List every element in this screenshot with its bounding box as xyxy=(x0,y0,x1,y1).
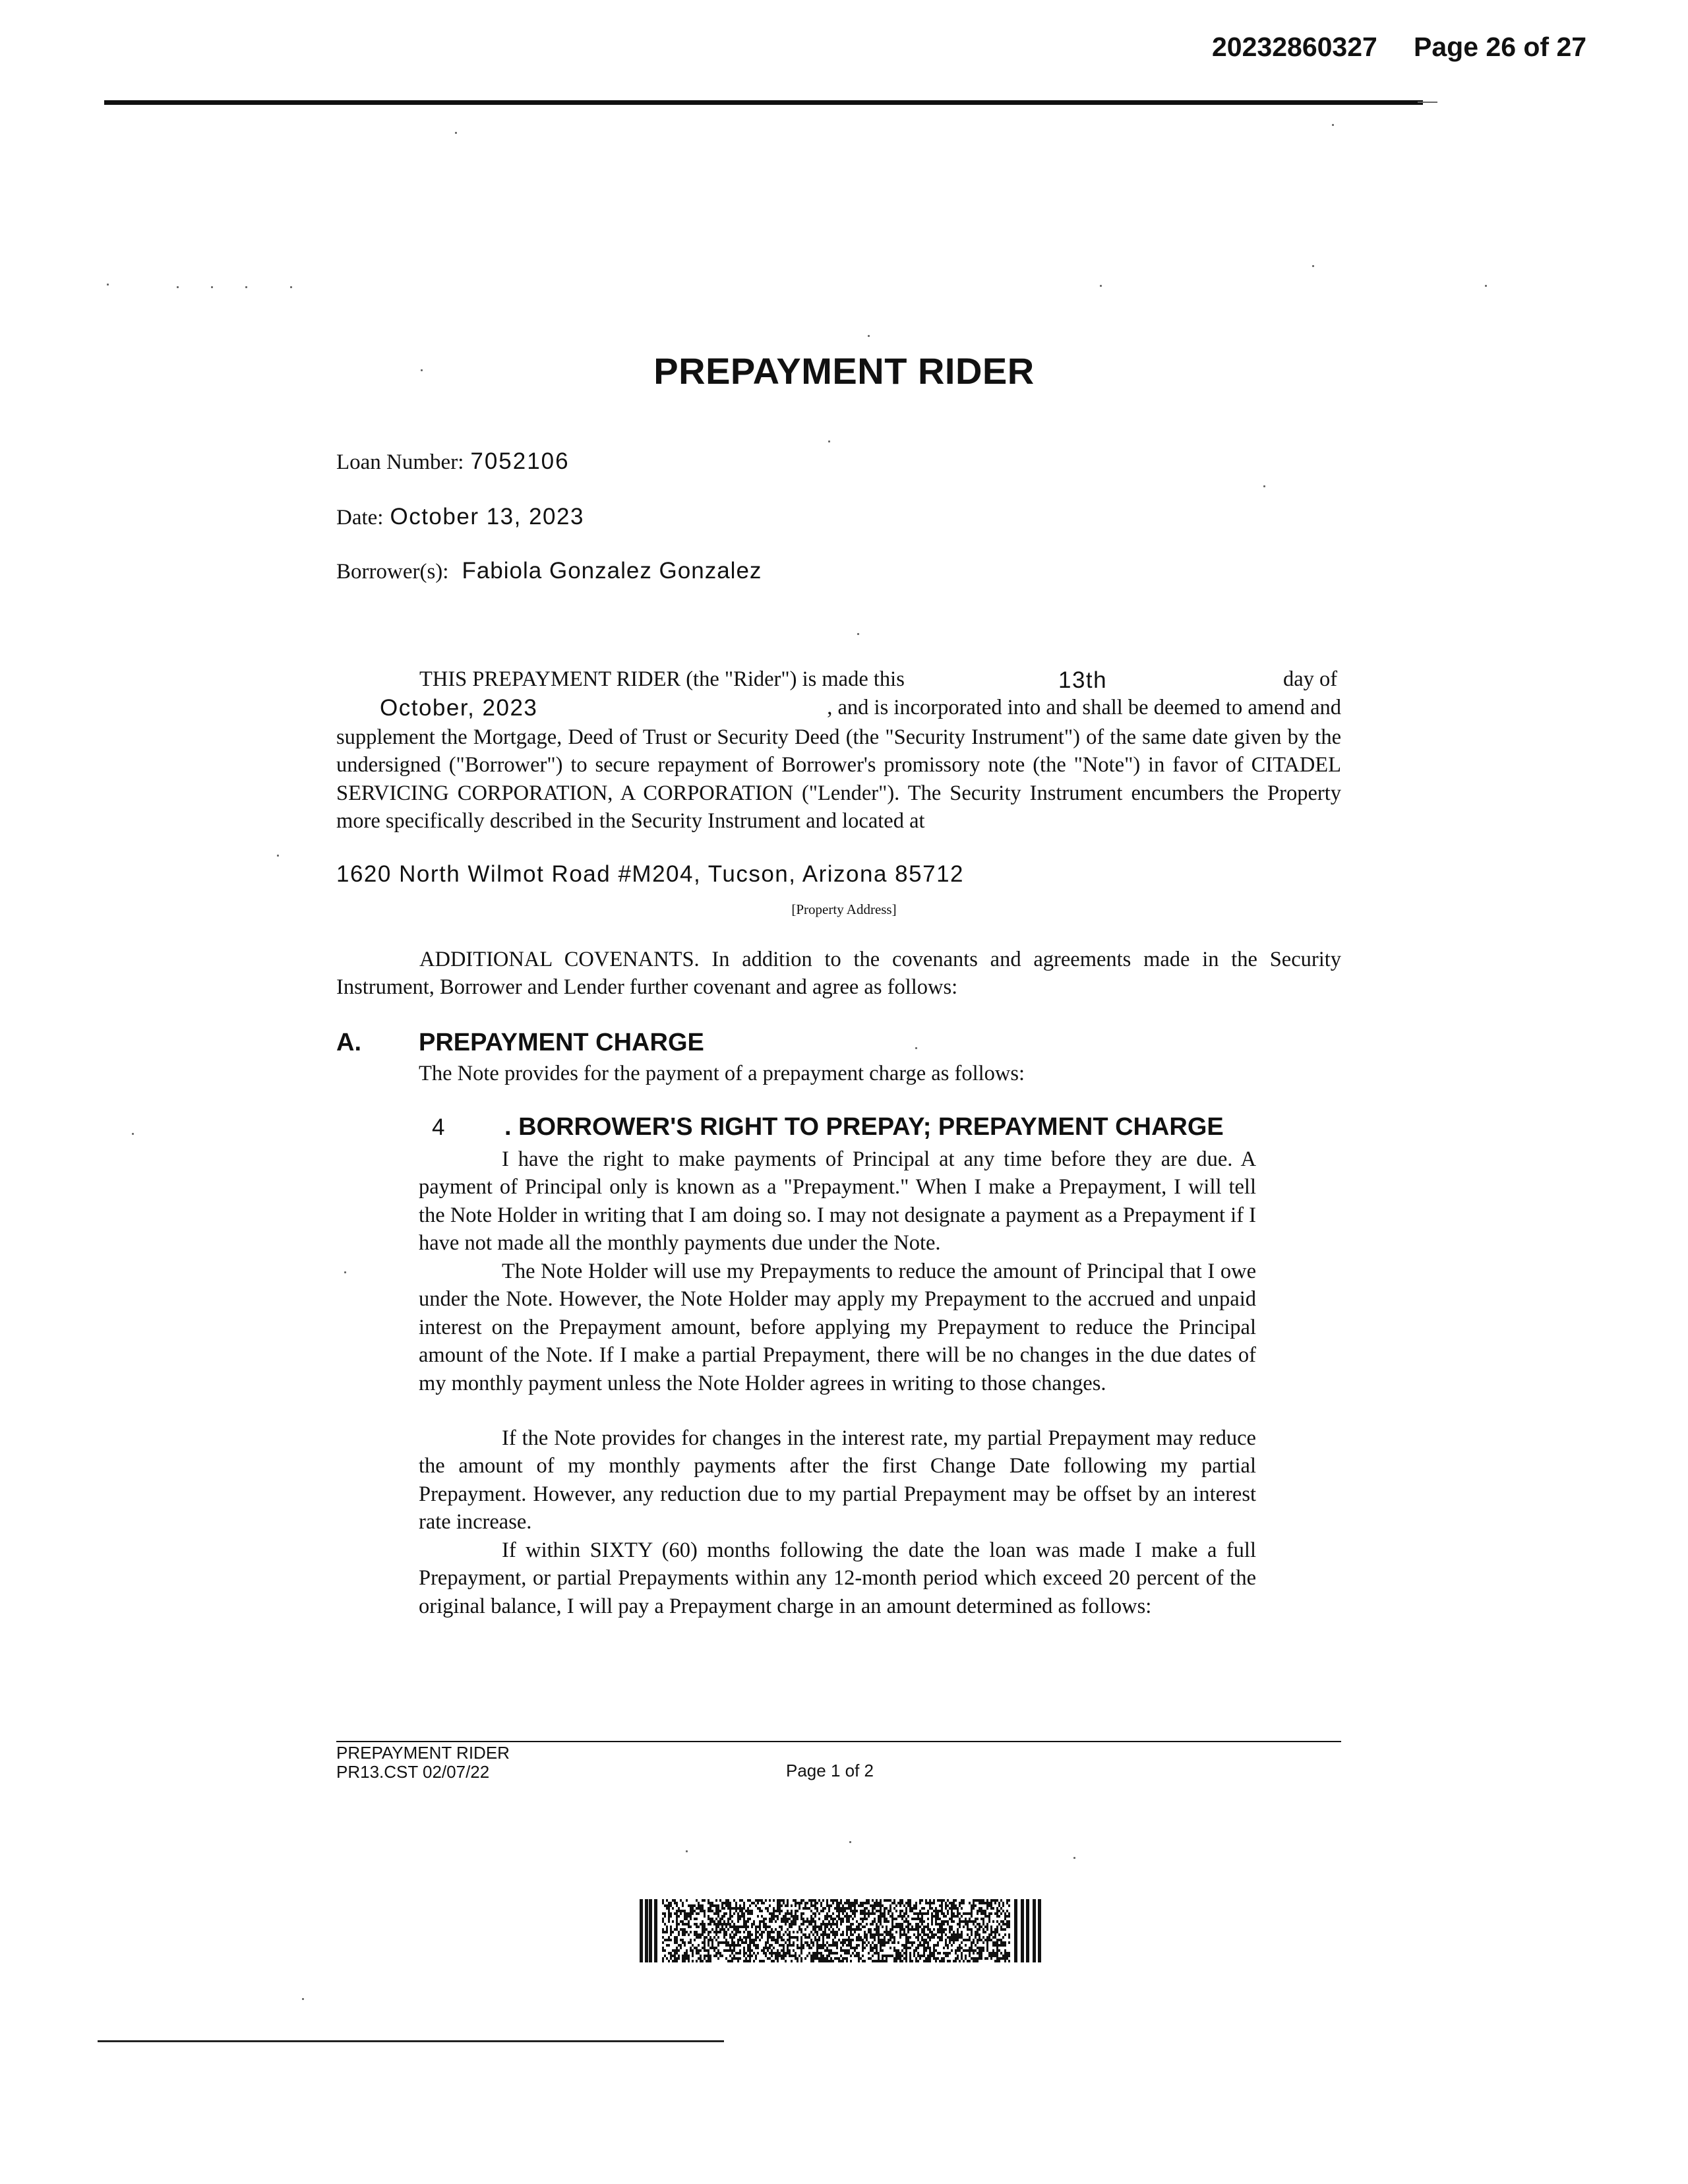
scan-speck xyxy=(1263,485,1265,487)
footer-form-name: PREPAYMENT RIDER xyxy=(336,1743,510,1763)
prepay-paragraph-1: I have the right to make payments of Principal at any time before they are due. A payment of Principal only is known as a "Prepayment." When I make a Prepayment, I will tell the Note Holder in writing that I am doing so. I may not designate a payment as a Prepayment if I have not made all the monthly payments due under the Note. xyxy=(419,1147,1256,1256)
date-line xyxy=(336,504,584,530)
barcode-image xyxy=(640,1899,1042,1962)
scan-speck xyxy=(455,132,457,134)
scan-speck xyxy=(857,633,859,635)
scan-speck xyxy=(290,286,292,288)
scan-speck xyxy=(177,286,179,288)
footer-form-id xyxy=(336,1744,510,1782)
scan-speck xyxy=(868,335,870,337)
section-title: PREPAYMENT CHARGE xyxy=(419,1029,704,1056)
scan-speck xyxy=(849,1841,851,1843)
section-letter: A. xyxy=(336,1029,361,1056)
scan-speck xyxy=(686,1850,688,1852)
borrower-line xyxy=(336,558,762,584)
property-address-caption: [Property Address] xyxy=(791,901,897,917)
document-number: 20232860327 xyxy=(1212,32,1377,62)
scan-speck xyxy=(107,284,109,286)
scan-speck xyxy=(132,1133,134,1135)
scan-speck xyxy=(344,1271,346,1273)
intro-day-of: day of xyxy=(1283,667,1338,691)
scan-speck xyxy=(245,286,247,288)
prepay-paragraph-3: If the Note provides for changes in the interest rate, my partial Prepayment may reduce the amount of my monthly payments after the first Change Date following my partial Prepayment. However, any reduction due to my partial Prepayment may be offset by an interest rate increase. xyxy=(419,1426,1256,1534)
intro-month-value: October, 2023 xyxy=(380,695,538,721)
document-title: PREPAYMENT RIDER xyxy=(653,350,1035,392)
intro-body: supplement the Mortgage, Deed of Trust or Security Deed (the "Security Instrument") of the same date given by the undersigned ("Borrower") to secure repayment of Borrower's promissory note (the "Note") in favor of CITADEL SERVICING CORPORATION, A CORPORATION ("Lender"). The Security Instrument encumbers the Property more specifically described in the Security Instrument and located at xyxy=(336,725,1341,833)
borrower-label: Borrower(s): xyxy=(336,560,449,584)
scan-speck xyxy=(1485,285,1487,287)
prepay-paragraph-4: If within SIXTY (60) months following the date the loan was made I make a full Prepayment, or partial Prepayments within any 12-month period which exceed 20 percent of the original balance, I will pay a Prepayment charge in an amount determined as follows: xyxy=(419,1538,1256,1618)
scan-speck xyxy=(1332,124,1334,126)
scan-speck xyxy=(915,1047,917,1049)
footer-page-number: Page 1 of 2 xyxy=(786,1761,874,1780)
date-value: October 13, 2023 xyxy=(390,504,584,530)
subsection-number: 4 xyxy=(432,1114,445,1140)
intro-part2: , and is incorporated into and shall be deemed to amend and xyxy=(827,696,1341,719)
header-rule xyxy=(104,100,1423,105)
scan-speck xyxy=(302,1998,304,2000)
loan-number-line xyxy=(336,448,570,475)
section-intro: The Note provides for the payment of a prepayment charge as follows: xyxy=(419,1062,1025,1085)
intro-day-value: 13th xyxy=(1058,667,1108,693)
property-address: 1620 North Wilmot Road #M204, Tucson, Arizona 85712 xyxy=(336,861,964,887)
date-label: Date: xyxy=(336,506,384,530)
scan-speck xyxy=(277,855,279,857)
scan-speck xyxy=(1073,1857,1075,1859)
scan-speck xyxy=(211,286,213,288)
loan-number-value: 7052106 xyxy=(470,448,570,474)
scan-speck xyxy=(828,440,830,442)
loan-number-label: Loan Number: xyxy=(336,450,464,474)
borrower-value: Fabiola Gonzalez Gonzalez xyxy=(462,558,762,584)
intro-part1: THIS PREPAYMENT RIDER (the "Rider") is made this xyxy=(419,667,905,691)
scan-speck xyxy=(1312,265,1314,267)
page-indicator: Page 26 of 27 xyxy=(1414,32,1587,62)
additional-covenants: ADDITIONAL COVENANTS. In addition to the covenants and agreements made in the Security Instrument, Borrower and Lender further covenant and agree as follows: xyxy=(336,948,1341,1000)
prepay-paragraph-2: The Note Holder will use my Prepayments to reduce the amount of Principal that I owe under the Note. However, the Note Holder may apply my Prepayment to the accrued and unpaid interest on the Prepayment amount, before applying my Prepayment to reduce the Principal amount of the Note. If I make a partial Prepayment, there will be no changes in the due dates of my monthly payment unless the Note Holder agrees in writing to those changes. xyxy=(419,1259,1256,1395)
scan-speck xyxy=(1100,285,1102,287)
header-rule-tail xyxy=(1418,102,1437,103)
bottom-rule xyxy=(98,2040,724,2042)
footer-rule xyxy=(336,1741,1341,1742)
subsection-title: . BORROWER'S RIGHT TO PREPAY; PREPAYMENT CHARGE xyxy=(504,1113,1224,1141)
footer-form-code: PR13.CST 02/07/22 xyxy=(336,1762,490,1782)
